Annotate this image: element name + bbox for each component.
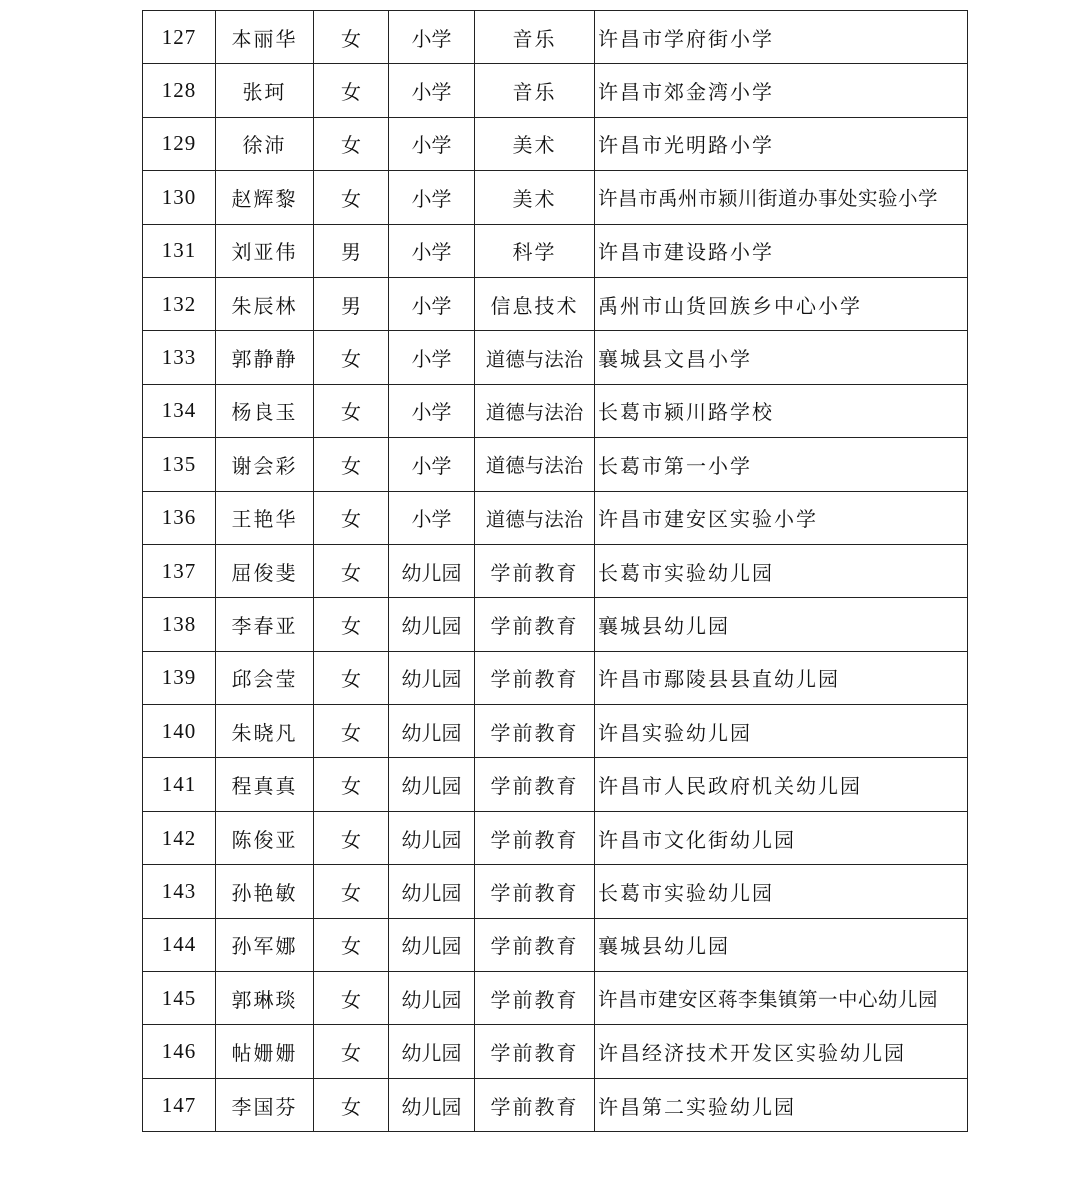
teacher-name-cell: 徐沛 <box>216 117 314 170</box>
school-level-cell: 幼儿园 <box>389 544 475 597</box>
row-number-cell: 144 <box>143 918 216 971</box>
gender-cell: 女 <box>314 811 389 864</box>
table-row <box>143 1025 968 1078</box>
school-name-cell: 许昌市郊金湾小学 <box>595 64 968 117</box>
school-name-cell: 襄城县文昌小学 <box>595 331 968 384</box>
gender-cell: 男 <box>314 277 389 330</box>
row-number-cell: 136 <box>143 491 216 544</box>
row-number-cell: 128 <box>143 64 216 117</box>
subject-cell: 道德与法治 <box>475 491 595 544</box>
table-row <box>143 277 968 330</box>
subject-cell: 道德与法治 <box>475 384 595 437</box>
teacher-name-cell: 帖姗姗 <box>216 1025 314 1078</box>
table-row <box>143 758 968 811</box>
school-name-cell: 许昌市禹州市颍川街道办事处实验小学 <box>595 171 968 224</box>
school-level-cell: 幼儿园 <box>389 811 475 864</box>
row-number-cell: 141 <box>143 758 216 811</box>
table-row <box>143 171 968 224</box>
row-number-cell: 135 <box>143 438 216 491</box>
school-level-cell: 小学 <box>389 11 475 64</box>
table-row <box>143 331 968 384</box>
teacher-name-cell: 李春亚 <box>216 598 314 651</box>
gender-cell: 女 <box>314 651 389 704</box>
school-level-cell: 幼儿园 <box>389 705 475 758</box>
teacher-name-cell: 程真真 <box>216 758 314 811</box>
table-row <box>143 865 968 918</box>
row-number-cell: 139 <box>143 651 216 704</box>
subject-cell: 学前教育 <box>475 544 595 597</box>
teacher-name-cell: 屈俊斐 <box>216 544 314 597</box>
subject-cell: 学前教育 <box>475 598 595 651</box>
row-number-cell: 129 <box>143 117 216 170</box>
school-level-cell: 小学 <box>389 438 475 491</box>
gender-cell: 女 <box>314 918 389 971</box>
subject-cell: 美术 <box>475 171 595 224</box>
gender-cell: 女 <box>314 438 389 491</box>
roster-table-container <box>142 10 968 1132</box>
subject-cell: 学前教育 <box>475 651 595 704</box>
subject-cell: 学前教育 <box>475 705 595 758</box>
school-name-cell: 襄城县幼儿园 <box>595 598 968 651</box>
school-level-cell: 幼儿园 <box>389 865 475 918</box>
table-row <box>143 651 968 704</box>
school-name-cell: 许昌市建安区实验小学 <box>595 491 968 544</box>
gender-cell: 女 <box>314 384 389 437</box>
school-name-cell: 长葛市颍川路学校 <box>595 384 968 437</box>
school-level-cell: 幼儿园 <box>389 651 475 704</box>
subject-cell: 道德与法治 <box>475 331 595 384</box>
table-row <box>143 11 968 64</box>
school-name-cell: 襄城县幼儿园 <box>595 918 968 971</box>
school-level-cell: 幼儿园 <box>389 598 475 651</box>
table-row <box>143 598 968 651</box>
row-number-cell: 137 <box>143 544 216 597</box>
row-number-cell: 138 <box>143 598 216 651</box>
table-row <box>143 438 968 491</box>
teacher-name-cell: 孙军娜 <box>216 918 314 971</box>
row-number-cell: 131 <box>143 224 216 277</box>
table-row <box>143 705 968 758</box>
table-row <box>143 117 968 170</box>
school-name-cell: 许昌实验幼儿园 <box>595 705 968 758</box>
school-name-cell: 许昌第二实验幼儿园 <box>595 1078 968 1131</box>
table-row <box>143 384 968 437</box>
teacher-name-cell: 本丽华 <box>216 11 314 64</box>
school-level-cell: 小学 <box>389 331 475 384</box>
school-level-cell: 小学 <box>389 117 475 170</box>
school-name-cell: 许昌市学府街小学 <box>595 11 968 64</box>
teacher-name-cell: 郭静静 <box>216 331 314 384</box>
school-level-cell: 小学 <box>389 277 475 330</box>
school-name-cell: 许昌市建安区蒋李集镇第一中心幼儿园 <box>595 972 968 1025</box>
subject-cell: 学前教育 <box>475 1078 595 1131</box>
table-row <box>143 918 968 971</box>
teacher-name-cell: 王艳华 <box>216 491 314 544</box>
teacher-name-cell: 朱辰林 <box>216 277 314 330</box>
school-name-cell: 许昌市人民政府机关幼儿园 <box>595 758 968 811</box>
row-number-cell: 130 <box>143 171 216 224</box>
teacher-name-cell: 杨良玉 <box>216 384 314 437</box>
subject-cell: 学前教育 <box>475 811 595 864</box>
teacher-name-cell: 陈俊亚 <box>216 811 314 864</box>
table-row <box>143 544 968 597</box>
roster-table-body <box>143 11 968 1132</box>
row-number-cell: 134 <box>143 384 216 437</box>
table-row <box>143 224 968 277</box>
school-level-cell: 小学 <box>389 64 475 117</box>
subject-cell: 学前教育 <box>475 1025 595 1078</box>
school-name-cell: 许昌经济技术开发区实验幼儿园 <box>595 1025 968 1078</box>
school-name-cell: 长葛市实验幼儿园 <box>595 865 968 918</box>
teacher-name-cell: 孙艳敏 <box>216 865 314 918</box>
gender-cell: 男 <box>314 224 389 277</box>
table-row <box>143 491 968 544</box>
table-row <box>143 64 968 117</box>
subject-cell: 科学 <box>475 224 595 277</box>
table-row <box>143 811 968 864</box>
subject-cell: 学前教育 <box>475 758 595 811</box>
school-name-cell: 许昌市光明路小学 <box>595 117 968 170</box>
subject-cell: 学前教育 <box>475 972 595 1025</box>
school-level-cell: 小学 <box>389 171 475 224</box>
teacher-name-cell: 朱晓凡 <box>216 705 314 758</box>
gender-cell: 女 <box>314 64 389 117</box>
school-level-cell: 小学 <box>389 384 475 437</box>
row-number-cell: 147 <box>143 1078 216 1131</box>
school-level-cell: 小学 <box>389 224 475 277</box>
teacher-name-cell: 赵辉黎 <box>216 171 314 224</box>
gender-cell: 女 <box>314 117 389 170</box>
subject-cell: 音乐 <box>475 64 595 117</box>
row-number-cell: 142 <box>143 811 216 864</box>
subject-cell: 道德与法治 <box>475 438 595 491</box>
row-number-cell: 145 <box>143 972 216 1025</box>
subject-cell: 学前教育 <box>475 865 595 918</box>
teacher-name-cell: 邱会莹 <box>216 651 314 704</box>
roster-table <box>142 10 968 1132</box>
row-number-cell: 127 <box>143 11 216 64</box>
gender-cell: 女 <box>314 11 389 64</box>
school-name-cell: 许昌市建设路小学 <box>595 224 968 277</box>
school-name-cell: 许昌市文化街幼儿园 <box>595 811 968 864</box>
school-name-cell: 长葛市实验幼儿园 <box>595 544 968 597</box>
gender-cell: 女 <box>314 1078 389 1131</box>
subject-cell: 美术 <box>475 117 595 170</box>
subject-cell: 音乐 <box>475 11 595 64</box>
row-number-cell: 133 <box>143 331 216 384</box>
row-number-cell: 143 <box>143 865 216 918</box>
teacher-name-cell: 谢会彩 <box>216 438 314 491</box>
school-level-cell: 幼儿园 <box>389 1025 475 1078</box>
teacher-name-cell: 郭琳琰 <box>216 972 314 1025</box>
gender-cell: 女 <box>314 865 389 918</box>
school-level-cell: 幼儿园 <box>389 972 475 1025</box>
gender-cell: 女 <box>314 758 389 811</box>
gender-cell: 女 <box>314 705 389 758</box>
school-level-cell: 幼儿园 <box>389 1078 475 1131</box>
school-name-cell: 长葛市第一小学 <box>595 438 968 491</box>
school-level-cell: 幼儿园 <box>389 918 475 971</box>
row-number-cell: 140 <box>143 705 216 758</box>
school-level-cell: 幼儿园 <box>389 758 475 811</box>
subject-cell: 信息技术 <box>475 277 595 330</box>
teacher-name-cell: 李国芬 <box>216 1078 314 1131</box>
school-name-cell: 禹州市山货回族乡中心小学 <box>595 277 968 330</box>
teacher-name-cell: 张珂 <box>216 64 314 117</box>
table-row <box>143 972 968 1025</box>
gender-cell: 女 <box>314 544 389 597</box>
gender-cell: 女 <box>314 972 389 1025</box>
gender-cell: 女 <box>314 598 389 651</box>
school-level-cell: 小学 <box>389 491 475 544</box>
subject-cell: 学前教育 <box>475 918 595 971</box>
teacher-name-cell: 刘亚伟 <box>216 224 314 277</box>
gender-cell: 女 <box>314 331 389 384</box>
gender-cell: 女 <box>314 1025 389 1078</box>
row-number-cell: 146 <box>143 1025 216 1078</box>
gender-cell: 女 <box>314 491 389 544</box>
school-name-cell: 许昌市鄢陵县县直幼儿园 <box>595 651 968 704</box>
table-row <box>143 1078 968 1131</box>
row-number-cell: 132 <box>143 277 216 330</box>
gender-cell: 女 <box>314 171 389 224</box>
